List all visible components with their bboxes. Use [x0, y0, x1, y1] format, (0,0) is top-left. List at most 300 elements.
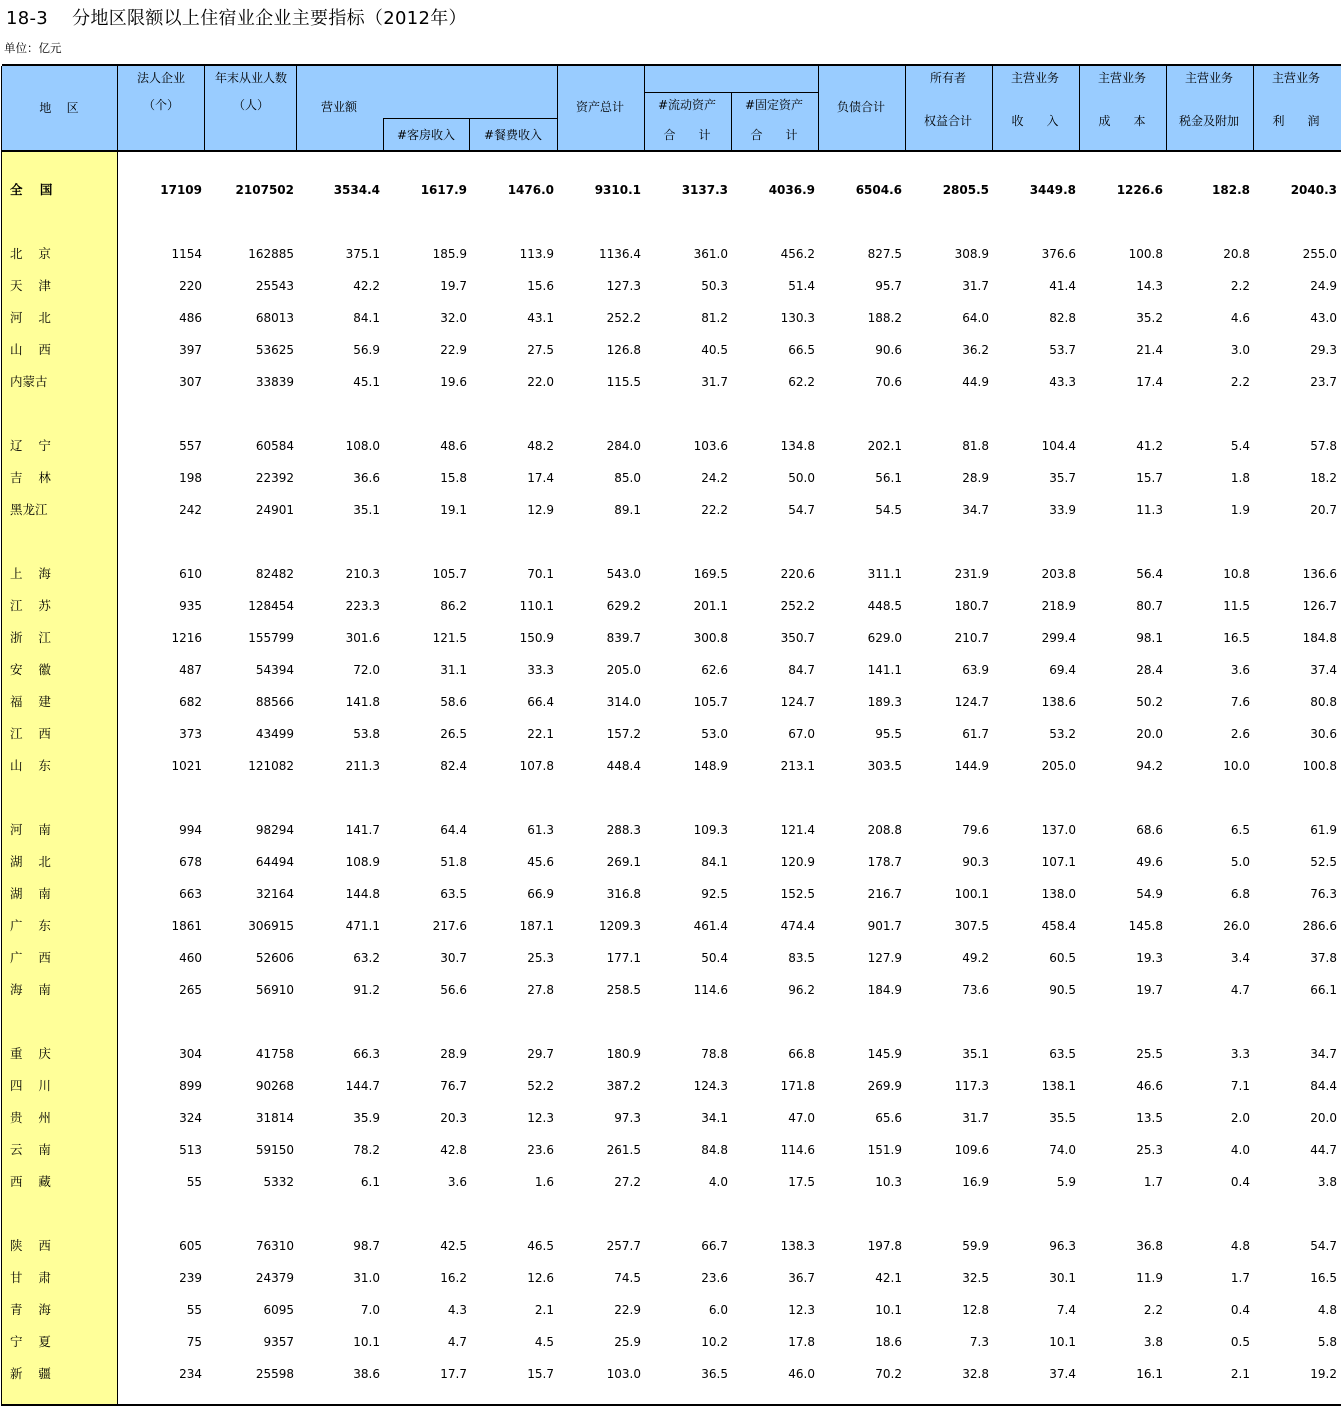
- table-cell: 205.0: [1041, 759, 1076, 773]
- table-cell: 35.7: [1049, 471, 1076, 485]
- table-cell: 316.8: [606, 887, 641, 901]
- table-cell: 19.3: [1136, 951, 1163, 965]
- region-name: 山 西: [10, 342, 51, 357]
- table-cell: 901.7: [867, 919, 902, 933]
- table-cell: 205.0: [606, 663, 641, 677]
- table-cell: 16.5: [1310, 1271, 1337, 1285]
- table-cell: 81.8: [962, 439, 989, 453]
- table-cell: 2.1: [1230, 1367, 1250, 1381]
- table-cell: 42.1: [875, 1271, 902, 1285]
- table-cell: 103.0: [606, 1367, 641, 1381]
- table-cell: 66.3: [353, 1047, 380, 1061]
- table-cell: 185.9: [432, 247, 467, 261]
- table-cell: 22.1: [527, 727, 554, 741]
- table-cell: 138.3: [780, 1239, 815, 1253]
- table-cell: 52.5: [1310, 855, 1337, 869]
- table-cell: 9310.1: [594, 183, 641, 197]
- table-cell: 4.0: [708, 1175, 728, 1189]
- table-cell: 84.7: [788, 663, 815, 677]
- table-cell: 180.7: [954, 599, 989, 613]
- table-cell: 303.5: [867, 759, 902, 773]
- table-cell: 21.4: [1136, 343, 1163, 357]
- table-cell: 64494: [255, 855, 294, 869]
- table-cell: 151.9: [867, 1143, 902, 1157]
- table-cell: 76.3: [1310, 887, 1337, 901]
- table-cell: 96.3: [1049, 1239, 1076, 1253]
- header-fixed-assets: #固定资产: [744, 98, 804, 112]
- table-cell: 75: [186, 1335, 202, 1349]
- table-cell: 25.9: [614, 1335, 641, 1349]
- table-cell: 126.8: [606, 343, 641, 357]
- region-name: 西 藏: [10, 1174, 51, 1189]
- table-cell: 4.7: [447, 1335, 467, 1349]
- table-cell: 110.1: [519, 599, 554, 613]
- table-cell: 474.4: [780, 919, 815, 933]
- table-cell: 26.0: [1223, 919, 1250, 933]
- table-cell: 124.3: [693, 1079, 728, 1093]
- table-cell: 16.2: [440, 1271, 467, 1285]
- table-cell: 13.5: [1136, 1111, 1163, 1125]
- table-cell: 28.9: [962, 471, 989, 485]
- header-main-profit: 主营业务: [1271, 71, 1321, 85]
- table-cell: 30.6: [1310, 727, 1337, 741]
- table-cell: 286.6: [1302, 919, 1337, 933]
- table-cell: 155799: [248, 631, 294, 645]
- table-cell: 10.2: [701, 1335, 728, 1349]
- table-cell: 37.8: [1310, 951, 1337, 965]
- table-cell: 3449.8: [1029, 183, 1076, 197]
- table-cell: 98.7: [353, 1239, 380, 1253]
- table-cell: 177.1: [606, 951, 641, 965]
- table-cell: 141.7: [345, 823, 380, 837]
- table-cell: 32164: [255, 887, 294, 901]
- table-cell: 114.6: [780, 1143, 815, 1157]
- table-cell: 41758: [255, 1047, 294, 1061]
- table-cell: 61.9: [1310, 823, 1337, 837]
- header-equity: 所有者: [929, 71, 967, 85]
- table-cell: 3137.3: [681, 183, 728, 197]
- table-cell: 208.8: [867, 823, 902, 837]
- table-cell: 92.5: [701, 887, 728, 901]
- table-cell: 54.9: [1136, 887, 1163, 901]
- table-cell: 171.8: [780, 1079, 815, 1093]
- table-cell: 53625: [255, 343, 294, 357]
- header-region: 地 区: [39, 101, 79, 115]
- table-cell: 86.2: [440, 599, 467, 613]
- table-cell: 33839: [255, 375, 294, 389]
- table-cell: 84.1: [701, 855, 728, 869]
- region-name: 江 西: [10, 726, 51, 741]
- table-cell: 88566: [255, 695, 294, 709]
- table-cell: 121.5: [432, 631, 467, 645]
- region-name: 甘 肃: [10, 1270, 51, 1285]
- table-cell: 54.7: [1310, 1239, 1337, 1253]
- table-cell: 300.8: [693, 631, 728, 645]
- table-cell: 53.8: [353, 727, 380, 741]
- table-cell: 89.1: [614, 503, 641, 517]
- table-cell: 24379: [255, 1271, 294, 1285]
- table-cell: 19.2: [1310, 1367, 1337, 1381]
- table-cell: 57.8: [1310, 439, 1337, 453]
- table-cell: 117.3: [954, 1079, 989, 1093]
- table-cell: 120.9: [780, 855, 815, 869]
- table-cell: 7.4: [1056, 1303, 1076, 1317]
- table-cell: 220.6: [780, 567, 815, 581]
- table-cell: 45.1: [353, 375, 380, 389]
- table-cell: 65.6: [875, 1111, 902, 1125]
- table-cell: 26.5: [440, 727, 467, 741]
- table-cell: 42.2: [353, 279, 380, 293]
- table-cell: 138.6: [1041, 695, 1076, 709]
- table-cell: 46.5: [527, 1239, 554, 1253]
- table-cell: 5.8: [1317, 1335, 1337, 1349]
- table-cell: 12.9: [527, 503, 554, 517]
- table-cell: 22.2: [701, 503, 728, 517]
- table-cell: 610: [179, 567, 202, 581]
- table-cell: 35.5: [1049, 1111, 1076, 1125]
- table-cell: 68.6: [1136, 823, 1163, 837]
- table-cell: 827.5: [867, 247, 902, 261]
- region-name: 山 东: [10, 758, 51, 773]
- table-cell: 9357: [263, 1335, 294, 1349]
- table-cell: 3.3: [1230, 1047, 1250, 1061]
- table-cell: 56.4: [1136, 567, 1163, 581]
- table-cell: 2040.3: [1290, 183, 1337, 197]
- table-cell: 19.6: [440, 375, 467, 389]
- table-title: 18-3 分地区限额以上住宿业企业主要指标（2012年）: [6, 8, 467, 29]
- region-name: 贵 州: [10, 1110, 51, 1125]
- table-cell: 15.7: [1136, 471, 1163, 485]
- table-cell: 220: [179, 279, 202, 293]
- region-name: 四 川: [10, 1078, 51, 1093]
- table-cell: 269.9: [867, 1079, 902, 1093]
- table-cell: 17.4: [1136, 375, 1163, 389]
- table-cell: 1154: [171, 247, 202, 261]
- table-cell: 187.1: [519, 919, 554, 933]
- table-cell: 41.2: [1136, 439, 1163, 453]
- table-cell: 137.0: [1041, 823, 1076, 837]
- table-cell: 10.1: [1049, 1335, 1076, 1349]
- header-fixed-assets-total: 合 计: [750, 128, 798, 142]
- table-cell: 29.7: [527, 1047, 554, 1061]
- table-cell: 397: [179, 343, 202, 357]
- table-cell: 20.8: [1223, 247, 1250, 261]
- table-cell: 17.5: [788, 1175, 815, 1189]
- table-cell: 44.9: [962, 375, 989, 389]
- table-cell: 223.3: [345, 599, 380, 613]
- table-cell: 257.7: [606, 1239, 641, 1253]
- table-cell: 2.2: [1230, 375, 1250, 389]
- table-cell: 4.0: [1230, 1143, 1250, 1157]
- table-cell: 138.0: [1041, 887, 1076, 901]
- table-cell: 36.6: [353, 471, 380, 485]
- table-cell: 17.4: [527, 471, 554, 485]
- table-cell: 43499: [255, 727, 294, 741]
- table-cell: 10.1: [875, 1303, 902, 1317]
- table-cell: 350.7: [780, 631, 815, 645]
- table-cell: 25543: [255, 279, 294, 293]
- table-cell: 15.6: [527, 279, 554, 293]
- table-cell: 197.8: [867, 1239, 902, 1253]
- table-cell: 60584: [255, 439, 294, 453]
- table-cell: 16.1: [1136, 1367, 1163, 1381]
- table-cell: 61.3: [527, 823, 554, 837]
- region-name: 黑龙江: [10, 502, 48, 517]
- table-cell: 284.0: [606, 439, 641, 453]
- table-cell: 79.6: [962, 823, 989, 837]
- table-cell: 59150: [255, 1143, 294, 1157]
- table-cell: 138.1: [1041, 1079, 1076, 1093]
- table-cell: 11.3: [1136, 503, 1163, 517]
- table-cell: 55: [186, 1303, 202, 1317]
- table-cell: 448.4: [606, 759, 641, 773]
- region-column-bg: [2, 151, 117, 1404]
- header-current-assets: #流动资产: [657, 98, 717, 112]
- table-cell: 70.6: [875, 375, 902, 389]
- table-cell: 90.5: [1049, 983, 1076, 997]
- table-cell: 14.3: [1136, 279, 1163, 293]
- table-cell: 100.1: [954, 887, 989, 901]
- region-name: 重 庆: [10, 1046, 51, 1061]
- table-cell: 97.3: [614, 1111, 641, 1125]
- table-cell: 70.1: [527, 567, 554, 581]
- table-cell: 17.7: [440, 1367, 467, 1381]
- table-cell: 5.0: [1230, 855, 1250, 869]
- table-cell: 124.7: [954, 695, 989, 709]
- table-cell: 109.6: [954, 1143, 989, 1157]
- table-cell: 74.5: [614, 1271, 641, 1285]
- table-cell: 1.7: [1230, 1271, 1250, 1285]
- table-cell: 30.7: [440, 951, 467, 965]
- table-cell: 107.8: [519, 759, 554, 773]
- table-cell: 44.7: [1310, 1143, 1337, 1157]
- table-cell: 95.7: [875, 279, 902, 293]
- table-cell: 34.1: [701, 1111, 728, 1125]
- table-cell: 557: [179, 439, 202, 453]
- column-rule: [905, 66, 906, 150]
- table-cell: 4.6: [1230, 311, 1250, 325]
- table-cell: 66.1: [1310, 983, 1337, 997]
- table-cell: 56910: [255, 983, 294, 997]
- table-cell: 448.5: [867, 599, 902, 613]
- table-cell: 2.2: [1143, 1303, 1163, 1317]
- table-cell: 35.1: [962, 1047, 989, 1061]
- table-cell: 839.7: [606, 631, 641, 645]
- table-cell: 2.2: [1230, 279, 1250, 293]
- table-cell: 48.6: [440, 439, 467, 453]
- table-cell: 0.5: [1230, 1335, 1250, 1349]
- table-cell: 307: [179, 375, 202, 389]
- table-cell: 74.0: [1049, 1143, 1076, 1157]
- table-cell: 80.7: [1136, 599, 1163, 613]
- table-cell: 1226.6: [1116, 183, 1163, 197]
- table-cell: 28.4: [1136, 663, 1163, 677]
- table-cell: 98294: [255, 823, 294, 837]
- table-cell: 18.2: [1310, 471, 1337, 485]
- table-cell: 115.5: [606, 375, 641, 389]
- table-cell: 2.0: [1230, 1111, 1250, 1125]
- table-cell: 55: [186, 1175, 202, 1189]
- column-rule: [1166, 66, 1167, 150]
- table-cell: 458.4: [1041, 919, 1076, 933]
- table-cell: 78.8: [701, 1047, 728, 1061]
- table-cell: 82.4: [440, 759, 467, 773]
- table-cell: 6.1: [360, 1175, 380, 1189]
- table-cell: 31.7: [962, 279, 989, 293]
- table-cell: 211.3: [345, 759, 380, 773]
- table-cell: 114.6: [693, 983, 728, 997]
- table-cell: 50.0: [788, 471, 815, 485]
- table-cell: 0.4: [1230, 1303, 1250, 1317]
- table-cell: 104.4: [1041, 439, 1076, 453]
- table-cell: 78.2: [353, 1143, 380, 1157]
- table-cell: 157.2: [606, 727, 641, 741]
- table-cell: 27.8: [527, 983, 554, 997]
- table-cell: 25.5: [1136, 1047, 1163, 1061]
- table-cell: 145.8: [1128, 919, 1163, 933]
- table-cell: 1.7: [1143, 1175, 1163, 1189]
- table-cell: 76310: [255, 1239, 294, 1253]
- table-cell: 50.2: [1136, 695, 1163, 709]
- table-cell: 218.9: [1041, 599, 1076, 613]
- table-cell: 16.9: [962, 1175, 989, 1189]
- header-bottom-rule: [2, 150, 1341, 152]
- region-name: 陕 西: [10, 1238, 51, 1253]
- table-cell: 1209.3: [599, 919, 641, 933]
- table-cell: 37.4: [1049, 1367, 1076, 1381]
- table-cell: 242: [179, 503, 202, 517]
- table-cell: 52.2: [527, 1079, 554, 1093]
- table-cell: 31.7: [701, 375, 728, 389]
- table-cell: 5.9: [1056, 1175, 1076, 1189]
- region-name: 湖 南: [10, 886, 51, 901]
- table-cell: 47.0: [788, 1111, 815, 1125]
- table-cell: 59.9: [962, 1239, 989, 1253]
- table-cell: 43.0: [1310, 311, 1337, 325]
- table-cell: 130.3: [780, 311, 815, 325]
- table-cell: 61.7: [962, 727, 989, 741]
- table-cell: 73.6: [962, 983, 989, 997]
- column-rule: [731, 92, 732, 150]
- header-main-cost-sub: 成 本: [1098, 114, 1146, 128]
- table-cell: 605: [179, 1239, 202, 1253]
- table-cell: 239: [179, 1271, 202, 1285]
- table-cell: 22.0: [527, 375, 554, 389]
- header-main-tax-sub: 税金及附加: [1178, 114, 1240, 128]
- column-rule: [1253, 66, 1254, 150]
- table-cell: 90.3: [962, 855, 989, 869]
- table-cell: 288.3: [606, 823, 641, 837]
- table-cell: 629.2: [606, 599, 641, 613]
- table-cell: 265: [179, 983, 202, 997]
- table-cell: 105.7: [693, 695, 728, 709]
- table-cell: 6.5: [1230, 823, 1250, 837]
- column-rule: [644, 66, 645, 150]
- table-cell: 23.7: [1310, 375, 1337, 389]
- table-cell: 201.1: [693, 599, 728, 613]
- header-equity-total: 权益合计: [923, 114, 973, 128]
- table-cell: 83.5: [788, 951, 815, 965]
- header-main-revenue-sub: 收 入: [1011, 114, 1059, 128]
- header-main-tax: 主营业务: [1184, 71, 1234, 85]
- table-cell: 49.6: [1136, 855, 1163, 869]
- table-cell: 32.0: [440, 311, 467, 325]
- table-cell: 36.8: [1136, 1239, 1163, 1253]
- region-name: 吉 林: [10, 470, 51, 485]
- table-cell: 373: [179, 727, 202, 741]
- table-cell: 17109: [160, 183, 202, 197]
- table-cell: 108.0: [345, 439, 380, 453]
- header-revenue: 营业额: [320, 100, 358, 114]
- table-cell: 50.4: [701, 951, 728, 965]
- table-cell: 304: [179, 1047, 202, 1061]
- table-cell: 513: [179, 1143, 202, 1157]
- table-cell: 3.8: [1317, 1175, 1337, 1189]
- region-name: 青 海: [10, 1302, 51, 1317]
- table-cell: 30.1: [1049, 1271, 1076, 1285]
- region-name: 上 海: [10, 566, 51, 581]
- unit-label: 单位：亿元: [4, 41, 62, 55]
- table-cell: 126.7: [1302, 599, 1337, 613]
- table-cell: 38.6: [353, 1367, 380, 1381]
- table-cell: 184.8: [1302, 631, 1337, 645]
- table-cell: 203.8: [1041, 567, 1076, 581]
- table-cell: 7.1: [1230, 1079, 1250, 1093]
- table-cell: 145.9: [867, 1047, 902, 1061]
- table-cell: 22392: [255, 471, 294, 485]
- table-cell: 387.2: [606, 1079, 641, 1093]
- table-cell: 994: [179, 823, 202, 837]
- table-cell: 80.8: [1310, 695, 1337, 709]
- table-cell: 25.3: [527, 951, 554, 965]
- table-cell: 25598: [255, 1367, 294, 1381]
- table-cell: 31.1: [440, 663, 467, 677]
- table-cell: 2107502: [235, 183, 294, 197]
- header-main-profit-sub: 利 润: [1272, 114, 1320, 128]
- table-cell: 43.1: [527, 311, 554, 325]
- region-name: 海 南: [10, 982, 51, 997]
- table-cell: 4036.9: [768, 183, 815, 197]
- table-cell: 11.5: [1223, 599, 1250, 613]
- table-cell: 29.3: [1310, 343, 1337, 357]
- table-cell: 121.4: [780, 823, 815, 837]
- table-cell: 91.2: [353, 983, 380, 997]
- table-cell: 210.7: [954, 631, 989, 645]
- table-cell: 252.2: [780, 599, 815, 613]
- table-cell: 46.6: [1136, 1079, 1163, 1093]
- column-rule: [1079, 66, 1080, 150]
- table-cell: 216.7: [867, 887, 902, 901]
- region-name: 新 疆: [10, 1366, 51, 1381]
- table-cell: 361.0: [693, 247, 728, 261]
- table-cell: 1617.9: [420, 183, 467, 197]
- table-cell: 1.9: [1230, 503, 1250, 517]
- table-cell: 31.7: [962, 1111, 989, 1125]
- table-cell: 148.9: [693, 759, 728, 773]
- table-cell: 70.2: [875, 1367, 902, 1381]
- table-cell: 3.8: [1143, 1335, 1163, 1349]
- table-cell: 629.0: [867, 631, 902, 645]
- table-cell: 127.9: [867, 951, 902, 965]
- table-cell: 15.8: [440, 471, 467, 485]
- table-cell: 4.7: [1230, 983, 1250, 997]
- table-cell: 376.6: [1041, 247, 1076, 261]
- table-cell: 12.8: [962, 1303, 989, 1317]
- table-cell: 72.0: [353, 663, 380, 677]
- table-cell: 134.8: [780, 439, 815, 453]
- table-cell: 182.8: [1212, 183, 1250, 197]
- table-cell: 487: [179, 663, 202, 677]
